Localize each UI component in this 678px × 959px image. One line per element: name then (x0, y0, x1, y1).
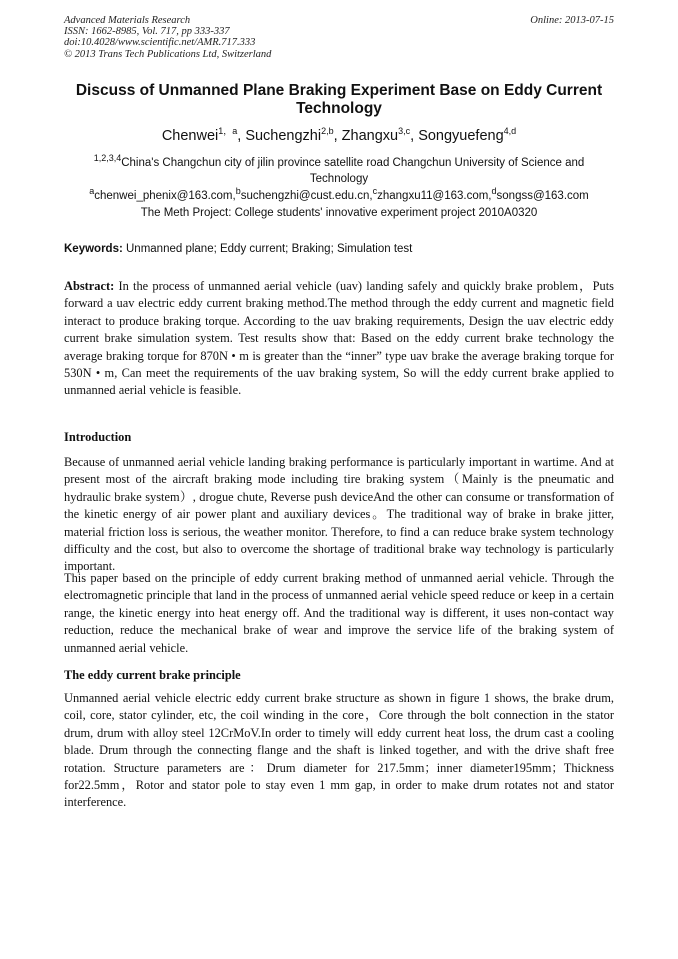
affiliation-sup: 1,2,3,4 (93, 153, 122, 163)
email-sup: a (89, 186, 95, 196)
author-name: Suchengzhi (245, 127, 322, 144)
abstract (64, 278, 614, 400)
affiliation-text: China's Changchun city of jilin province satellite road Changchun University of Science and Technology (121, 156, 585, 185)
author-list: Chenwei$^{1,a}$, Suchengzhi$^{2,b}$, Zhangxu$^{3,c}$, Songyuefeng$^{4,d}$ (161, 126, 517, 144)
author-sup: 3,c (398, 126, 411, 136)
section-heading-principle: The eddy current brake principle (64, 668, 241, 682)
journal-issn: ISSN: 1662-8985, Vol. 717, pp 333-337 (64, 26, 230, 38)
author-name: Zhangxu (341, 127, 399, 144)
introduction-paragraph-1: Because of unmanned aerial vehicle landing braking performance is particularly important in wartime. And at present most of the aircraft braking mode including tire braking system（Mainly is the pneumatic and hydraulic brake system）, drogue chute, Reverse push deviceAnd the other can consume or transformation of the kinetic energy of air power plant and auxiliary devices。The traditional way of brake in brake jitter, material friction loss is serious, the weather monitor. Therefore, to find a can reduce brake system technology difficulty and the cost, but also to overcome the shortage of traditional brake way technology is particularly important. (64, 455, 614, 574)
abstract-text: In the process of unmanned aerial vehicle (uav) landing safely and quickly brake problem，Puts forward a uav electric eddy current braking method.The method through the eddy current and magnetic field interact to produce braking torque. According to the uav braking requirements, Design the uav electric eddy current brake simulation system. Test results show that: Based on the eddy current brake technology the average braking torque for 870N • m is greater than the “inner” type uav brake the average braking torque for 530N • m, Can meet the requirements of the uav braking system, So will the eddy current brake applied to unmanned aerial vehicle is feasible. (64, 279, 614, 398)
journal-doi: doi:10.4028/www.scientific.net/AMR.717.333 (64, 37, 256, 49)
project-note: The Meth Project: College students' innovative experiment project 2010A0320 (140, 207, 538, 219)
email-address[interactable]: zhangxu11@163.com, (377, 189, 492, 202)
journal-name: Advanced Materials Research (64, 15, 191, 26)
email-list (20, 186, 658, 202)
email-sup: d (491, 186, 497, 196)
affiliation (64, 150, 614, 187)
principle-paragraph-1: Unmanned aerial vehicle electric eddy current brake structure as shown in figure 1 shows, the brake drum, coil, core, stator cylinder, etc, the coil winding in the core，Core through the bolt connection in the stator drum, drum with alloy steel 12CrMoV.In order to timely will eddy current heat loss, the drum cast a cooling blade. Drum through the connecting flange and the shaft is linked together, and with the drive shaft free rotation. Structure parameters are：Drum diameter for 217.5mm；inner diameter195mm；Thickness for22.5mm，Rotor and stator pole to stay even 1 mm gap, in order to make drum rotates not and stator interference. (64, 691, 614, 810)
section-heading-introduction: Introduction (64, 430, 132, 444)
email-address[interactable]: chenwei_phenix@163.com, (94, 189, 236, 202)
author-name: Songyuefeng (418, 127, 504, 144)
online-date: Online: 2013-07-15 (530, 15, 614, 26)
email-sup: c (372, 186, 378, 196)
abstract-label: Abstract: (64, 279, 115, 293)
author-name: Chenwei (161, 127, 219, 144)
author-sup: 2,b (321, 126, 334, 136)
email-address[interactable]: songss@163.com (496, 189, 589, 202)
journal-header (64, 15, 271, 60)
paper-title: Discuss of Unmanned Plane Braking Experiment Base on Eddy Current Technology (75, 82, 603, 117)
email-address[interactable]: suchengzhi@cust.edu.cn, (240, 189, 373, 202)
keywords (64, 243, 614, 255)
keywords-label: Keywords: (64, 243, 123, 255)
author-sup: 1，a (218, 126, 238, 136)
journal-copyright: © 2013 Trans Tech Publications Ltd, Switzerland (64, 48, 272, 60)
keywords-text: Unmanned plane; Eddy current; Braking; Simulation test (126, 243, 413, 255)
author-sup: 4,d (503, 126, 517, 136)
email-sup: b (235, 186, 241, 196)
introduction-paragraph-2: This paper based on the principle of eddy current braking method of unmanned aerial vehicle. Through the electromagnetic principle that land in the process of unmanned aerial vehicle speed reduce or keep in a certain range, the kinetic energy into heat energy off. And the traditional way is different, it uses non-contact way reduction, reduce the mechanical brake of wear and improve the service life of the braking system of unmanned aerial vehicle. (64, 571, 614, 655)
